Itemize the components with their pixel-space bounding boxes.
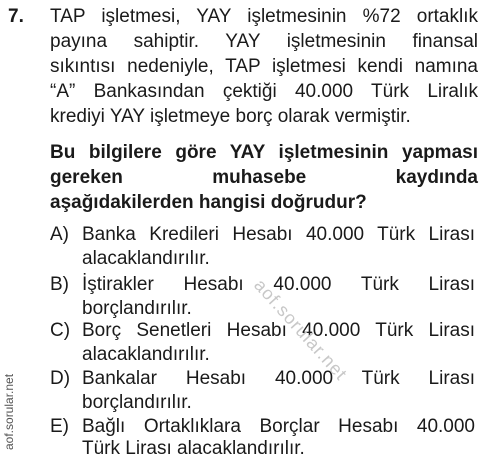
- option-text-line: İştirakler Hesabı 40.000 Türk Lirası: [82, 274, 475, 295]
- option-letter: A): [50, 224, 69, 245]
- option-text-line: borçlandırılır.: [82, 298, 192, 319]
- side-watermark-text: aof.sorular.net: [2, 373, 16, 450]
- question-stem-line: payına sahiptir. YAY işletmesinin finansal: [50, 31, 478, 52]
- question-stem-line: sıkıntısı nedeniyle, TAP işletmesi kendi namına: [50, 56, 478, 77]
- question-stem-line: krediyi YAY işletmeye borç olarak vermiştir.: [50, 106, 411, 127]
- option-text-line: alacaklandırılır.: [82, 344, 210, 365]
- option-letter: B): [50, 274, 69, 295]
- question-stem-line: TAP işletmesi, YAY işletmesinin %72 ortaklık: [50, 6, 478, 27]
- option-letter: D): [50, 368, 71, 389]
- question-prompt-line: Bu bilgilere göre YAY işletmesinin yapması: [50, 142, 478, 163]
- option-text-line: Banka Kredileri Hesabı 40.000 Türk Lirası: [82, 224, 475, 245]
- option-text-line: Türk Lirası alacaklandırılır.: [82, 438, 305, 459]
- watermark-text: aof.sorular.net: [250, 275, 352, 385]
- question-prompt-line: aşağıdakilerden hangisi doğrudur?: [50, 192, 367, 213]
- question-prompt-line: gereken muhasebe kaydında: [50, 167, 478, 188]
- question-number: 7.: [8, 6, 24, 27]
- option-text-line: alacaklandırılır.: [82, 248, 210, 269]
- option-text-line: Bağlı Ortaklıklara Borçlar Hesabı 40.000: [82, 416, 475, 437]
- option-letter: C): [50, 320, 71, 341]
- question-stem-line: “A” Bankasından çektiği 40.000 Türk Liralık: [50, 81, 478, 102]
- option-text-line: borçlandırılır.: [82, 392, 192, 413]
- option-letter: E): [50, 416, 69, 437]
- option-text-line: Bankalar Hesabı 40.000 Türk Lirası: [82, 368, 475, 389]
- option-text-line: Borç Senetleri Hesabı 40.000 Türk Lirası: [82, 320, 475, 341]
